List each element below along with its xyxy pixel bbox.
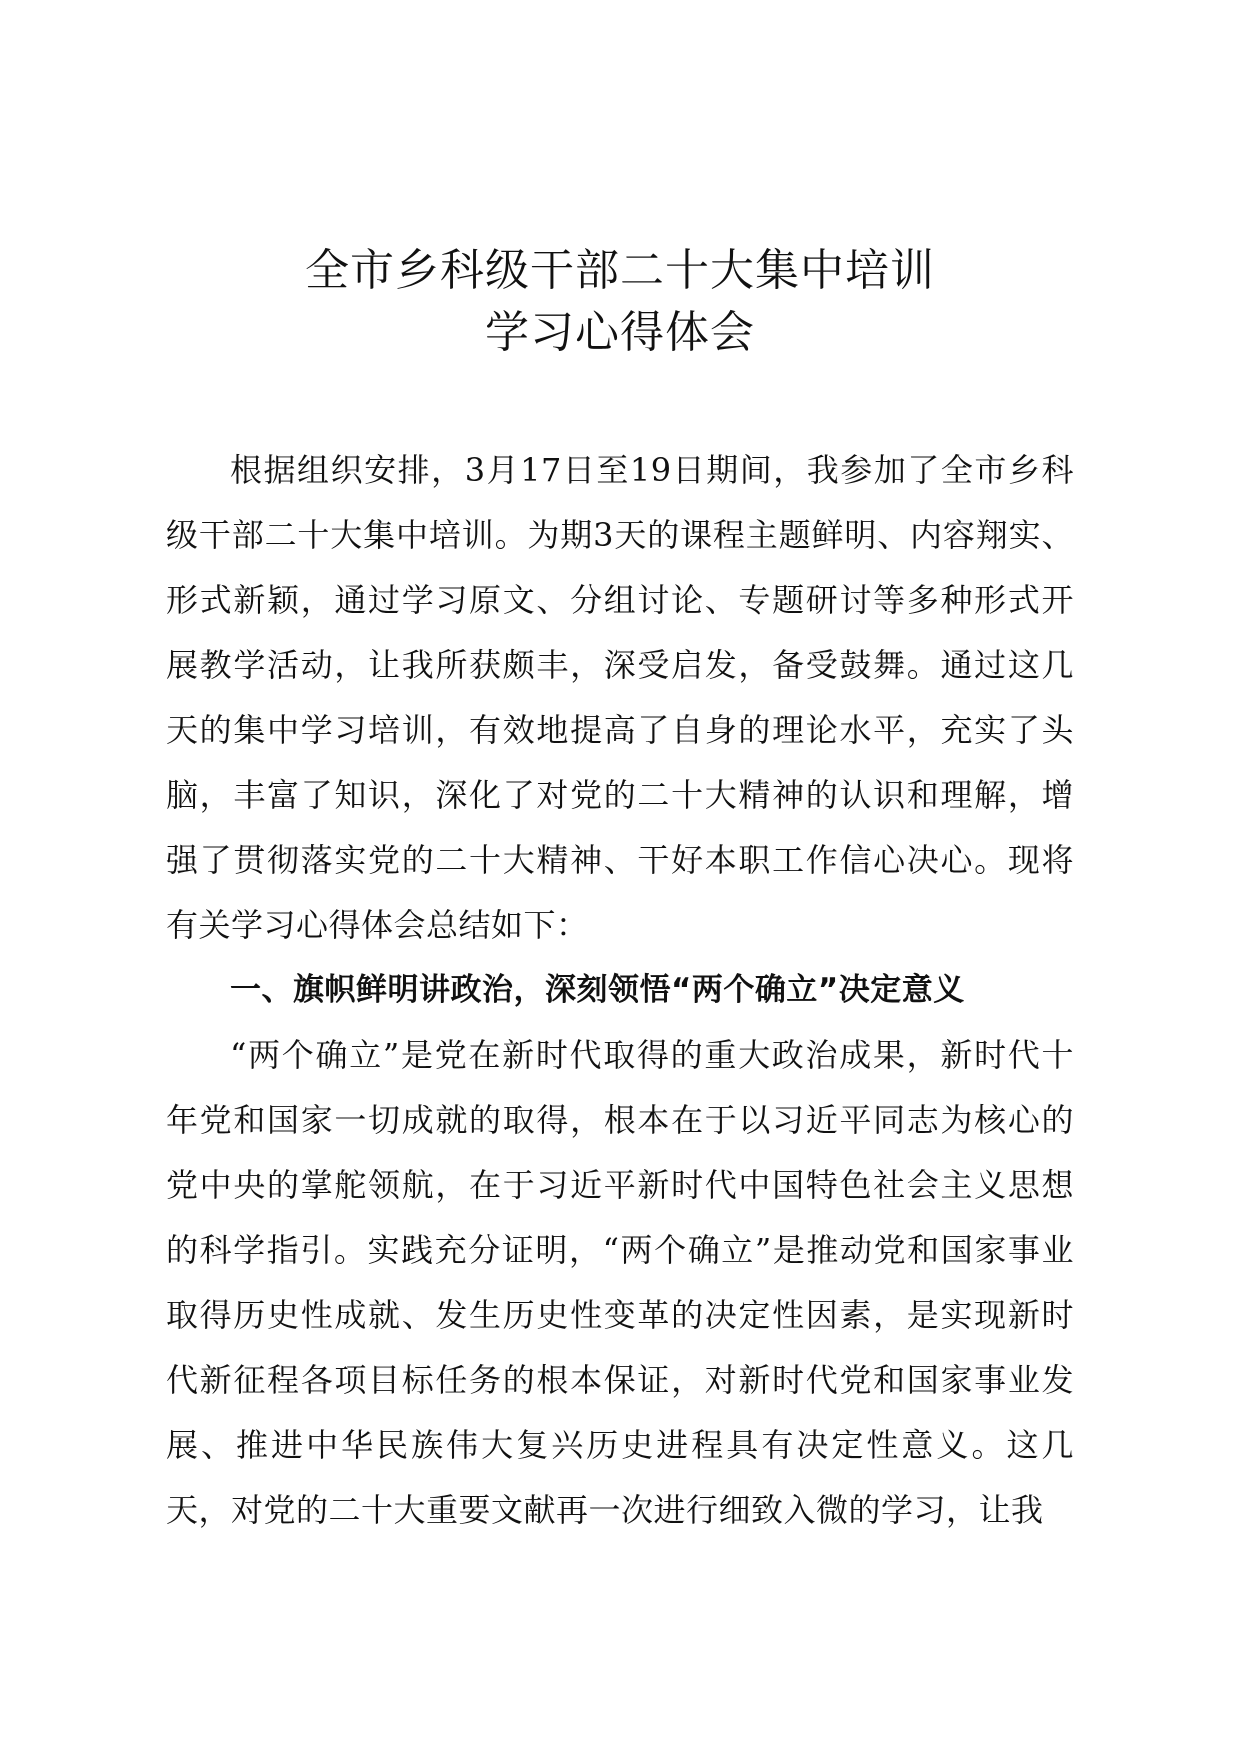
section-1-paragraph: “两个确立”是党在新时代取得的重大政治成果，新时代十年党和国家一切成就的取得，根本在于以习近平同志为核心的党中央的掌舵领航，在于习近平新时代中国特色社会主义思想的科学指引。实践充分证明，“两个确立”是推动党和国家事业取得历史性成就、发生历史性变革的决定性因素，是实现新时代新征程各项目标任务的根本保证，对新时代党和国家事业发展、推进中华民族伟大复兴历史进程具有决定性意义。这几天，对党的二十大重要文献再一次进行细致入微的学习，让我: [166, 1036, 1074, 1529]
title-line-2: 学习心得体会: [485, 307, 755, 358]
document-title: [0, 240, 1240, 364]
intro-paragraph: 根据组织安排，3月17日至19日期间，我参加了全市乡科级干部二十大集中培训。为期3天的课程主题鲜明、内容翔实、形式新颖，通过学习原文、分组讨论、专题研讨等多种形式开展教学活动，让我所获颇丰，深受启发，备受鼓舞。通过这几天的集中学习培训，有效地提高了自身的理论水平，充实了头脑，丰富了知识，深化了对党的二十大精神的认识和理解，增强了贯彻落实党的二十大精神、干好本职工作信心决心。现将有关学习心得体会总结如下：: [166, 451, 1074, 944]
title-line-1: 全市乡科级干部二十大集中培训: [305, 245, 935, 296]
section-1-heading: 一、旗帜鲜明讲政治，深刻领悟“两个确立”决定意义: [230, 972, 965, 1008]
document-body: [166, 438, 1074, 1543]
